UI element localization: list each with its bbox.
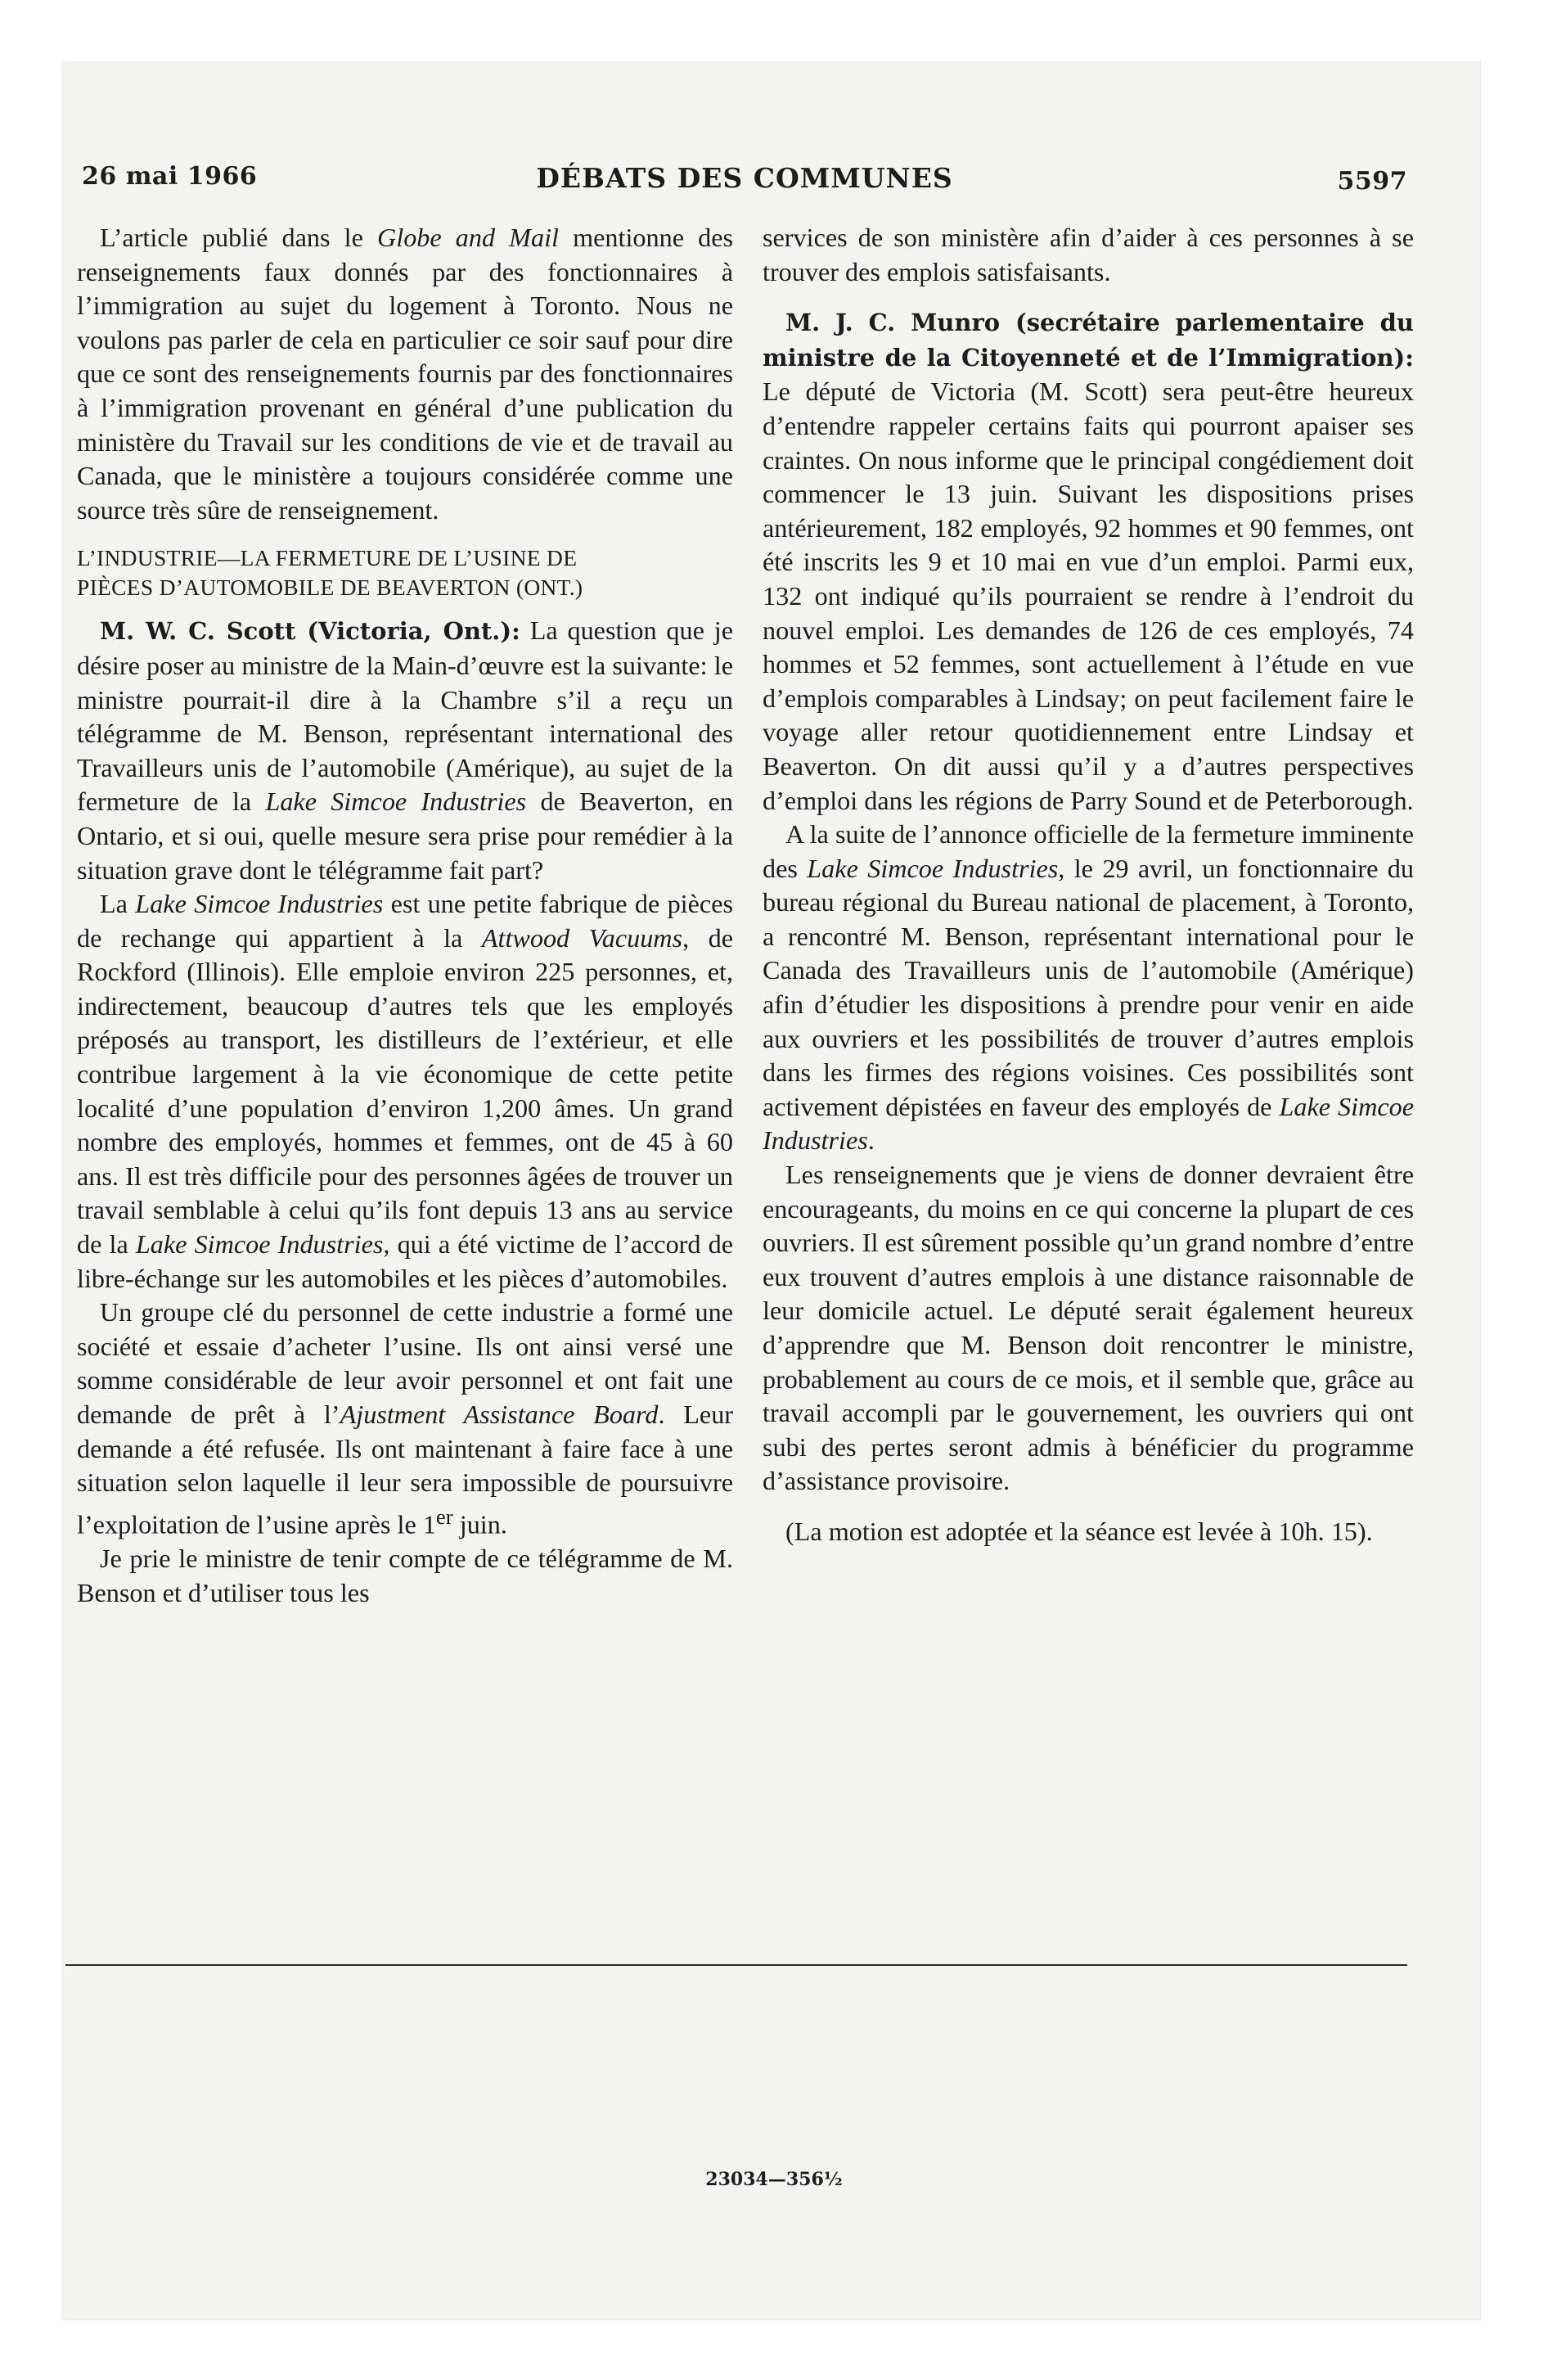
- text-run: est une petite fabrique de pièces de rechange qui appartient à la: [77, 889, 734, 953]
- text-run: . Leur demande a été refusée. Ils ont maintenant à faire face à une situation selon laquelle il leur sera impossible de poursuivre l’exploitation de l’usine après le 1: [77, 1400, 734, 1539]
- text-run: , le 29 avril, un fonctionnaire du bureau régional du Bureau national de placement, à Toronto, a rencontré M. Benson, représentant international pour le Canada des Travailleurs unis de l’automobile (Amérique) afin d’étudier les dispositions à prendre pour venir en aide aux ouvriers et les possibilités de trouver d’autres emplois dans les firmes des régions voisines. Ces possibilités sont activement dépistées en faveur des employés de: [763, 853, 1414, 1121]
- text-run: A la suite de l’annonce officielle de la fermeture imminente des: [763, 819, 1414, 883]
- paragraph: [77, 221, 733, 527]
- italic-text: Lake Simcoe Industries: [807, 853, 1059, 883]
- italic-text: Attwood Vacuums: [481, 922, 683, 953]
- text-run: , qui a été victime de l’accord de libre-échange sur les automobiles et les pièces d’automobiles.: [77, 1229, 734, 1293]
- page-header: [82, 156, 1407, 205]
- text-run: La question que je désire poser au ministre de la Main-d’œuvre est la suivante: le ministre pourrait-il dire à la Chambre s’il a reçu un télégramme de M. Benson, représentant international des Travailleurs unis de l’automobile (Amérique), au sujet de la fermeture de la: [77, 615, 733, 817]
- text-run: , de Rockford (Illinois). Elle emploie environ 225 personnes, et, indirectement, beaucoup d’autres tels que les employés préposés au transport, les distilleurs de l’extérieur, et elle contribue largement à la vie économique de cette petite localité d’une population d’environ 1,200 âmes. Un grand nombre des employés, hommes et femmes, ont de 45 à 60 ans. Il est très difficile pour des personnes âgées de trouver un travail semblable à celui qu’ils font depuis 13 ans au service de la: [77, 922, 734, 1260]
- superscript: er: [435, 1503, 453, 1529]
- italic-text: Lake Simcoe Industries: [135, 889, 384, 919]
- speaker-name: M. J. C. Munro (secrétaire parlementaire du ministre de la Citoyenneté et de l’Immigration):: [763, 309, 1414, 372]
- header-date: 26 mai 1966: [82, 162, 258, 191]
- right-column: [763, 221, 1414, 1549]
- speaker-name: M. W. C. Scott (Victoria, Ont.):: [100, 617, 520, 646]
- paragraph: [763, 305, 1414, 818]
- left-column: [77, 221, 733, 1610]
- section-heading-line: PIÈCES D’AUTOMOBILE DE BEAVERTON (ONT.): [77, 575, 583, 601]
- text-run: Un groupe clé du personnel de cette industrie a formé une société et essaie d’acheter l’usine. Ils ont ainsi versé une somme considérable de leur avoir personnel et ont fait une demande de prêt à l’: [77, 1297, 733, 1429]
- text-run: La: [100, 889, 136, 919]
- paragraph: [77, 614, 733, 887]
- italic-text: Lake Simcoe Industries: [763, 1091, 1415, 1156]
- section-heading-line: L’INDUSTRIE—LA FERMETURE DE L’USINE DE: [77, 545, 578, 571]
- paragraph: [77, 1296, 733, 1542]
- italic-text: Lake Simcoe Industries: [265, 787, 527, 817]
- paragraph: [763, 1515, 1414, 1549]
- text-run: (La motion est adoptée et la séance est levée à 10h. 15).: [785, 1516, 1373, 1546]
- text-run: Les renseignements que je viens de donner devraient être encourageants, du moins en ce qui concerne la plupart de ces ouvriers. Il est sûrement possible qu’un grand nombre d’entre eux trouvent d’autres emplois à une distance raisonnable de leur domicile actuel. Le député serait également heureux d’apprendre que M. Benson doit rencontrer le ministre, probablement au cours de ce mois, et il semble que, grâce au travail accompli par le gouvernement, les ouvriers qui ont subi des pertes seront admis à bénéficier du programme d’assistance provisoire.: [763, 1160, 1414, 1496]
- text-run: Je prie le ministre de tenir compte de ce télégramme de M. Benson et d’utiliser tous les: [77, 1544, 733, 1607]
- text-run: services de son ministère afin d’aider à ces personnes à se trouver des emplois satisfaisants.: [763, 223, 1414, 286]
- italic-text: Globe and Mail: [377, 223, 559, 252]
- italic-text: Ajustment Assistance Board: [340, 1400, 659, 1429]
- paragraph: [763, 818, 1414, 1158]
- text-run: juin.: [452, 1509, 507, 1539]
- text-run: Le député de Victoria (M. Scott) sera peut-être heureux d’entendre rappeler certains faits qui pourront apaiser ses craintes. On nous informe que le principal congédiement doit commencer le 13 juin. Suivant les dispositions prises antérieurement, 182 employés, 92 hommes et 90 femmes, ont été inscrits les 9 et 10 mai en vue d’un emploi. Parmi eux, 132 ont indiqué qu’ils pourraient se rendre à l’endroit du nouvel emploi. Les demandes de 126 de ces employés, 74 hommes et 52 femmes, sont actuellement à l’étude en vue d’emplois comparables à Lindsay; on peut facilement faire le voyage aller retour quotidiennement entre Lindsay et Beaverton. On dit aussi qu’il y a d’autres perspectives d’emploi dans les régions de Parry Sound et de Peterborough.: [763, 376, 1414, 815]
- paragraph: [77, 887, 733, 1296]
- footer-code: 23034—356½: [705, 2169, 843, 2190]
- paragraph: [763, 1158, 1414, 1499]
- text-run: .: [867, 1125, 875, 1156]
- italic-text: Lake Simcoe Industries: [135, 1229, 384, 1260]
- horizontal-rule: [65, 1964, 1407, 1966]
- paragraph: [77, 1542, 733, 1610]
- text-run: de Beaverton, en Ontario, et si oui, quelle mesure sera prise pour remédier à la situation grave dont le télégramme fait part?: [77, 787, 734, 885]
- paragraph: [763, 221, 1414, 289]
- text-run: mentionne des renseignements faux donnés par des fonctionnaires à l’immigration au sujet du logement à Toronto. Nous ne voulons pas parler de cela en particulier ce soir sauf pour dire que ce sont des renseignements fournis par des fonctionnaires à l’immigration provenant en général d’une publication du ministère du Travail sur les conditions de vie et de travail au Canada, que le ministère a toujours considérée comme une source très sûre de renseignement.: [77, 223, 734, 525]
- text-run: L’article publié dans le: [100, 223, 377, 252]
- section-heading: [77, 543, 733, 602]
- header-title: DÉBATS DES COMMUNES: [536, 162, 953, 194]
- page-number: 5597: [1337, 167, 1407, 196]
